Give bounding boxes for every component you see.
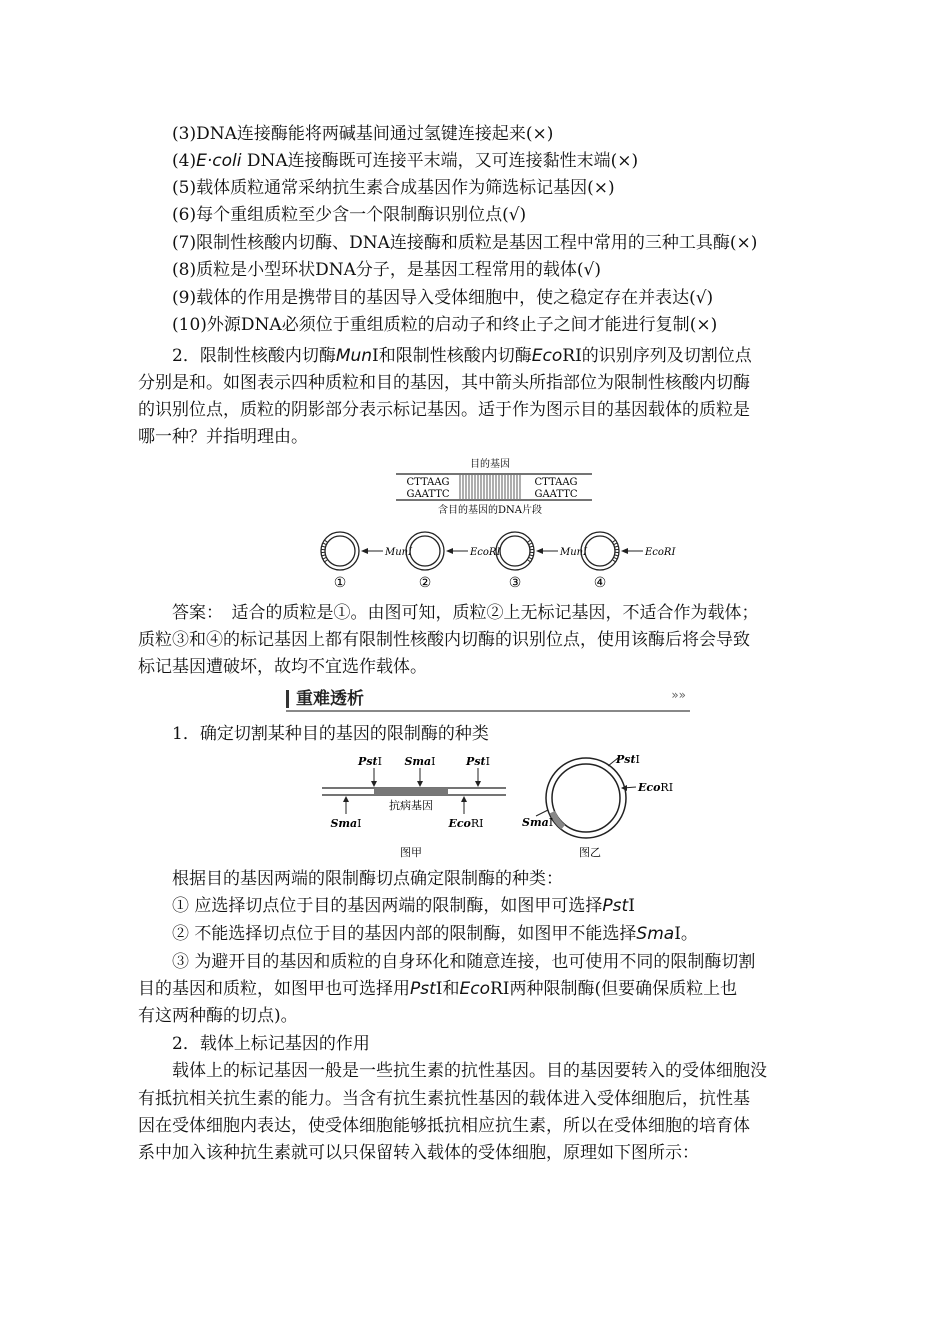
question-2-line-4: 哪一种？并指明理由。 <box>138 427 308 447</box>
plasmid-figure <box>300 455 680 590</box>
plasmid-inner-ring <box>585 536 615 566</box>
arrow-left-icon <box>446 548 453 554</box>
item-4: (4)E·coli DNA连接酶既可连接平末端，又可连接黏性末端(×) <box>172 151 639 171</box>
dna-fragment-label: 含目的基因的DNA片段 <box>438 505 542 516</box>
arrow-down-icon <box>417 781 423 787</box>
hatch-line <box>323 543 327 545</box>
target-gene-hatch <box>460 475 520 499</box>
question-2-line-1: 2．限制性核酸内切酶MunⅠ和限制性核酸内切酶EcoRⅠ的识别序列及切割位点 <box>172 346 752 366</box>
question-2-line-3: 的识别位点，质粒的阴影部分表示标记基因。适于作为图示目的基因载体的质粒是 <box>138 400 750 420</box>
caption-yi: 图乙 <box>579 846 601 859</box>
seq-right-top: CTTAAG <box>534 477 578 488</box>
section-heading <box>286 686 690 712</box>
hatch-line <box>614 546 618 547</box>
hatch-line <box>529 557 533 559</box>
arrow-up-icon <box>461 796 467 802</box>
answer-line-2: 质粒③和④的标记基因上都有限制性核酸内切酶的识别位点，使用该酶后将会导致 <box>138 630 750 650</box>
hatch-line <box>614 555 618 556</box>
sma1-top-label: SmaⅠ <box>404 755 436 768</box>
section-rule <box>286 710 690 712</box>
point-2-line-2: 有抵抗相关抗生素的能力。当含有抗生素抗性基因的载体进入受体细胞后，抗性基 <box>138 1089 750 1109</box>
item-3: (3)DNA连接酶能将两碱基间通过氢键连接起来(×) <box>172 124 554 144</box>
plasmid-1 <box>321 532 413 590</box>
arrow-down-icon <box>475 781 481 787</box>
item-7: (7)限制性核酸内切酶、DNA连接酶和质粒是基因工程中常用的三种工具酶(×) <box>172 233 758 253</box>
point-1-heading: 1．确定切割某种目的基因的限制酶的种类 <box>172 724 489 744</box>
figure-yi <box>522 753 673 859</box>
chevron-right-icon: »» <box>671 688 686 702</box>
item-9: (9)载体的作用是携带目的基因导入受体细胞中，使之稳定存在并表达(√) <box>172 288 714 308</box>
plasmid-inner-ring <box>410 536 440 566</box>
ecori-plasmid-label: EcoRⅠ <box>638 781 674 794</box>
item-5: (5)载体质粒通常采纳抗生素合成基因作为筛选标记基因(×) <box>172 178 615 198</box>
plasmid-4 <box>581 532 676 590</box>
arrow-down-icon <box>371 781 377 787</box>
seq-left-bottom: GAATTC <box>406 489 450 500</box>
point-1-intro: 根据目的基因两端的限制酶切点确定限制酶的种类： <box>172 869 563 889</box>
plasmid-number: ③ <box>508 575 522 590</box>
answer-line-3: 标记基因遭破坏，故均不宜选作载体。 <box>138 657 427 677</box>
sma1-plasmid-label: SmaⅠ <box>522 816 554 829</box>
pst1-plasmid-label: PstⅠ <box>616 753 640 766</box>
arrow-left-icon <box>536 548 543 554</box>
point-2-heading: 2．载体上标记基因的作用 <box>172 1034 370 1054</box>
hatch-line <box>614 557 618 559</box>
hatch-line <box>323 557 327 559</box>
arrow-left-icon <box>361 548 368 554</box>
figure-jia <box>322 755 506 859</box>
section-title: 重难透析 <box>296 689 364 709</box>
hatch-line <box>529 546 533 547</box>
ecori-bottom-label: EcoRⅠ <box>448 817 484 830</box>
point-1-case-3-line-1: ③ 为避开目的基因和质粒的自身环化和随意连接，也可使用不同的限制酶切割 <box>172 952 756 972</box>
point-2-line-3: 因在受体细胞内表达，使受体细胞能够抵抗相应抗生素，所以在受体细胞的培育体 <box>138 1116 750 1136</box>
point-1-case-3-line-2: 目的基因和质粒，如图甲也可选择用PstⅠ和EcoRⅠ两种限制酶(但要确保质粒上也 <box>138 979 738 999</box>
item-6: (6)每个重组质粒至少含一个限制酶识别位点(√) <box>172 205 527 225</box>
enzyme-label: MunI <box>560 547 588 558</box>
hatch-line <box>527 540 530 542</box>
hatch-line <box>322 555 326 556</box>
hatch-line <box>529 543 533 545</box>
question-2-line-2: 分别是和。如图表示四种质粒和目的基因，其中箭头所指部位为限制性核酸内切酶 <box>138 373 750 393</box>
target-gene-label: 目的基因 <box>470 459 510 470</box>
restriction-site-figure <box>316 752 676 864</box>
arrow-left-icon <box>621 548 628 554</box>
hatch-line <box>614 543 618 545</box>
item-8: (8)质粒是小型环状DNA分子，是基因工程常用的载体(√) <box>172 260 601 280</box>
resistance-gene-segment <box>374 788 448 795</box>
plasmid-number: ② <box>418 575 432 590</box>
plasmid-3 <box>496 532 588 590</box>
plasmid-number: ① <box>333 575 347 590</box>
sma1-bottom-label: SmaⅠ <box>330 817 362 830</box>
item-10: (10)外源DNA必须位于重组质粒的启动子和终止子之间才能进行复制(×) <box>172 315 718 335</box>
section-mark <box>286 690 289 708</box>
hatch-line <box>612 540 615 542</box>
point-1-case-3-line-3: 有这两种酶的切点)。 <box>138 1006 298 1026</box>
hatch-line <box>324 560 327 562</box>
seq-left-top: CTTAAG <box>406 477 450 488</box>
plasmid-inner-ring <box>500 536 530 566</box>
point-1-case-2: ② 不能选择切点位于目的基因内部的限制酶，如图甲不能选择SmaⅠ。 <box>172 924 698 944</box>
enzyme-label: EcoRI <box>645 547 676 558</box>
hatch-line <box>612 560 615 562</box>
resistance-gene-label: 抗病基因 <box>389 799 433 812</box>
plasmid-outer-ring <box>496 532 534 570</box>
enzyme-label: EcoRI <box>470 547 501 558</box>
plasmid-2 <box>406 532 501 590</box>
point-2-line-4: 系中加入该种抗生素就可以只保留转入载体的受体细胞，原理如下图所示： <box>138 1143 699 1163</box>
caption-jia: 图甲 <box>400 846 422 859</box>
hatch-line <box>322 546 326 547</box>
hatch-line <box>324 540 327 542</box>
answer-line-1: 答案： 适合的质粒是①。由图可知，质粒②上无标记基因，不适合作为载体； <box>172 603 759 623</box>
plasmid-outer-ring <box>321 532 359 570</box>
pst1-right-label: PstⅠ <box>466 755 490 768</box>
plasmids <box>321 532 676 590</box>
point-1-case-1: ① 应选择切点位于目的基因两端的限制酶，如图甲可选择PstⅠ <box>172 896 635 916</box>
enzyme-label: MunI <box>385 547 413 558</box>
point-2-line-1: 载体上的标记基因一般是一些抗生素的抗性基因。目的基因要转入的受体细胞没 <box>172 1061 767 1081</box>
plasmid-inner-ring <box>325 536 355 566</box>
arrow-up-icon <box>343 796 349 802</box>
pst1-left-label: PstⅠ <box>358 755 382 768</box>
seq-right-bottom: GAATTC <box>534 489 578 500</box>
hatch-line <box>527 560 530 562</box>
plasmid-number: ④ <box>593 575 607 590</box>
hatch-line <box>529 555 533 556</box>
